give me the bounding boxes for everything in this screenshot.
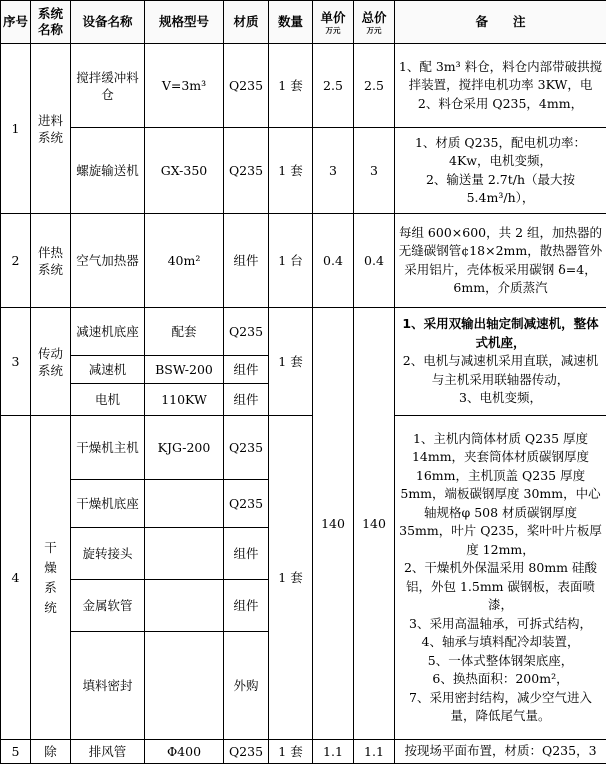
remark-line: 每组 600×600，共 2 组，加热器的无缝碳钢管¢18×2mm，散热器管外采用铝片，壳体板采用碳钢 δ=4，6mm，介质蒸汽 — [397, 224, 604, 298]
system-cell: 进料系统 — [31, 44, 71, 214]
system-cell: 除 — [31, 740, 71, 764]
total-price-cell: 2.5 — [354, 44, 395, 128]
equipment-cell: 电机 — [71, 384, 145, 416]
unit-price-cell: 0.4 — [313, 214, 354, 308]
header-total-price-unit: 万元 — [356, 26, 392, 35]
header-unit-price-unit: 万元 — [315, 26, 351, 35]
equipment-cell: 空气加热器 — [71, 214, 145, 308]
material-cell: Q235 — [224, 480, 269, 528]
total-price-cell: 3 — [354, 128, 395, 214]
equipment-cell: 金属软管 — [71, 580, 145, 632]
header-quantity: 数量 — [269, 1, 313, 44]
remark-line: 3、采用高温轴承，可拆式结构， — [397, 615, 604, 634]
header-seq: 序号 — [1, 1, 31, 44]
quantity-cell: 1 套 — [269, 740, 313, 764]
model-cell: 110KW — [145, 384, 224, 416]
model-cell — [145, 632, 224, 740]
material-cell: Q235 — [224, 308, 269, 356]
equipment-cell: 填料密封 — [71, 632, 145, 740]
total-price-cell: 140 — [354, 308, 395, 740]
table-row — [1, 214, 606, 308]
model-cell: 配套 — [145, 308, 224, 356]
header-system: 系统名称 — [31, 1, 71, 44]
remark-line: 1、采用双输出轴定制减速机，整体式机座， — [397, 315, 604, 352]
quantity-cell: 1 套 — [269, 44, 313, 128]
total-price-cell: 1.1 — [354, 740, 395, 764]
material-cell: Q235 — [224, 44, 269, 128]
model-cell: GX-350 — [145, 128, 224, 214]
quantity-cell: 1 套 — [269, 308, 313, 416]
table-row — [1, 740, 606, 764]
equipment-cell: 螺旋输送机 — [71, 128, 145, 214]
remarks-cell — [395, 308, 606, 416]
equipment-cell: 旋转接头 — [71, 528, 145, 580]
unit-price-cell: 140 — [313, 308, 354, 740]
material-cell: Q235 — [224, 128, 269, 214]
model-cell — [145, 480, 224, 528]
equipment-cell: 搅拌缓冲料仓 — [71, 44, 145, 128]
remarks-cell — [395, 416, 606, 740]
equipment-cell: 干燥机底座 — [71, 480, 145, 528]
header-material: 材质 — [224, 1, 269, 44]
unit-price-cell: 3 — [313, 128, 354, 214]
header-total-price — [354, 1, 395, 44]
header-unit-price — [313, 1, 354, 44]
system-cell: 伴热系统 — [31, 214, 71, 308]
material-cell: 组件 — [224, 580, 269, 632]
total-price-cell: 0.4 — [354, 214, 395, 308]
system-vertical-label: 干燥系统 — [44, 538, 58, 618]
remark-line: 7、采用密封结构，减少空气进入量，降低尾气量。 — [397, 689, 604, 726]
remark-line: 4、轴承与填料配冷却装置， — [397, 633, 604, 652]
equipment-cell: 减速机底座 — [71, 308, 145, 356]
remarks-cell — [395, 128, 606, 214]
material-cell: 组件 — [224, 214, 269, 308]
material-cell: Q235 — [224, 416, 269, 480]
system-cell — [31, 416, 71, 740]
model-cell: 40m² — [145, 214, 224, 308]
header-unit-price-label: 单价 — [320, 10, 345, 25]
remarks-cell — [395, 214, 606, 308]
material-cell: 组件 — [224, 528, 269, 580]
model-cell — [145, 580, 224, 632]
remark-line: 2、干燥机外保温采用 80mm 硅酸铝，外包 1.5mm 碳钢板，表面喷漆， — [397, 559, 604, 615]
header-equipment: 设备名称 — [71, 1, 145, 44]
model-cell: Φ400 — [145, 740, 224, 764]
equipment-cell: 减速机 — [71, 356, 145, 384]
quantity-cell: 1 套 — [269, 416, 313, 740]
model-cell: V=3m³ — [145, 44, 224, 128]
quantity-cell: 1 台 — [269, 214, 313, 308]
remark-line: 2、电机与减速机采用直联，减速机与主机采用联轴器传动， — [397, 352, 604, 389]
table-row — [1, 308, 606, 356]
material-cell: 组件 — [224, 356, 269, 384]
quantity-cell: 1 套 — [269, 128, 313, 214]
material-cell: 组件 — [224, 384, 269, 416]
remarks-cell — [395, 44, 606, 128]
remarks-cell — [395, 740, 606, 764]
system-cell: 传动系统 — [31, 308, 71, 416]
unit-price-cell: 1.1 — [313, 740, 354, 764]
material-cell: 外购 — [224, 632, 269, 740]
header-total-price-label: 总价 — [361, 10, 386, 25]
remark-line: 3、电机变频， — [397, 389, 604, 408]
remark-line: 按现场平面布置，材质：Q235，3 — [397, 742, 604, 761]
table-row — [1, 416, 606, 480]
remark-line: 5、一体式整体钢架底座， — [397, 652, 604, 671]
header-remarks: 备 注 — [395, 1, 606, 44]
equipment-cell: 排风管 — [71, 740, 145, 764]
remark-line: 2、输送量 2.7t/h（最大按 5.4m³/h）， — [397, 171, 604, 208]
header-row — [1, 1, 606, 44]
remark-line: 6、换热面积：200m²， — [397, 670, 604, 689]
unit-price-cell: 2.5 — [313, 44, 354, 128]
remark-line: 1、主机内筒体材质 Q235 厚度 14mm，夹套筒体材质碳钢厚度 16mm，主机顶盖 Q235 厚度 5mm，端板碳钢厚度 30mm，中心轴规格φ 508 材质碳钢厚度 35mm，叶片 Q235，桨叶叶片板厚度 12mm， — [397, 430, 604, 560]
model-cell — [145, 528, 224, 580]
table-row — [1, 128, 606, 214]
header-model: 规格型号 — [145, 1, 224, 44]
model-cell: KJG-200 — [145, 416, 224, 480]
seq-cell: 5 — [1, 740, 31, 764]
model-cell: BSW-200 — [145, 356, 224, 384]
remark-line: 1、配 3m³ 料仓，料仓内部带破拱搅拌装置，搅拌电机功率 3KW，电 — [397, 58, 604, 95]
remark-line: 2、料仓采用 Q235，4mm， — [397, 95, 604, 114]
remark-line: 1、材质 Q235，配电机功率：4Kw，电机变频， — [397, 134, 604, 171]
equipment-cell: 干燥机主机 — [71, 416, 145, 480]
seq-cell: 2 — [1, 214, 31, 308]
material-cell: Q235 — [224, 740, 269, 764]
seq-cell: 4 — [1, 416, 31, 740]
table-row — [1, 44, 606, 128]
seq-cell: 3 — [1, 308, 31, 416]
seq-cell: 1 — [1, 44, 31, 214]
